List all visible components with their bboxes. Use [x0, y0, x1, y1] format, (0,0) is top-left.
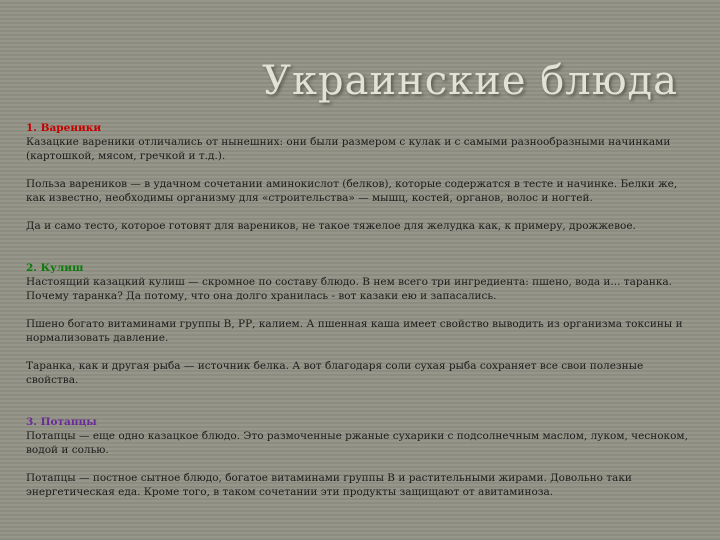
section-1-paragraph-2: Польза вареников — в удачном сочетании аминокислот (белков), которые содержатся в тесте и начинке. Белки же, как известно, необходимы организму для «строительства» — мышц, костей, органов, волос и ногтей. — [26, 178, 678, 204]
section-1-paragraph-3: Да и само тесто, которое готовят для вареников, не такое тяжелое для желудка как, к примеру, дрожжевое. — [26, 220, 636, 232]
section-heading-kulish: 2. Кулиш — [26, 262, 84, 274]
section-heading-potaptsy: 3. Потапцы — [26, 416, 97, 428]
slide-content — [26, 121, 690, 499]
section-2-paragraph-3: Таранка, как и другая рыба — источник белка. А вот благодаря соли сухая рыба сохраняет все свои полезные свойства. — [26, 360, 644, 386]
section-2-paragraph-1: Настоящий казацкий кулиш — скромное по составу блюдо. В нем всего три ингредиента: пшено, вода и... таранка. Почему таранка? Да потому, что она долго хранилась - вот казаки ею и запасались. — [26, 276, 672, 302]
section-3-paragraph-2: Потапцы — постное сытное блюдо, богатое витаминами группы В и растительными жирами. Довольно таки энергетическая еда. Кроме того, в таком сочетании эти продукты защищают от авитаминоза. — [26, 472, 632, 498]
section-1-paragraph-1: Казацкие вареники отличались от нынешних: они были размером с кулак и с самыми разнообразными начинками (картошкой, мясом, гречкой и т.д.). — [26, 136, 671, 162]
slide-title: Украинские блюда — [262, 58, 678, 104]
section-2-paragraph-2: Пшено богато витаминами группы В, РР, калием. А пшенная каша имеет свойство выводить из организма токсины и нормализовать давление. — [26, 318, 683, 344]
section-heading-varenyky: 1. Вареники — [26, 122, 102, 134]
section-3-paragraph-1: Потапцы — еще одно казацкое блюдо. Это размоченные ржаные сухарики с подсолнечным маслом, луком, чесноком, водой и солью. — [26, 430, 688, 456]
